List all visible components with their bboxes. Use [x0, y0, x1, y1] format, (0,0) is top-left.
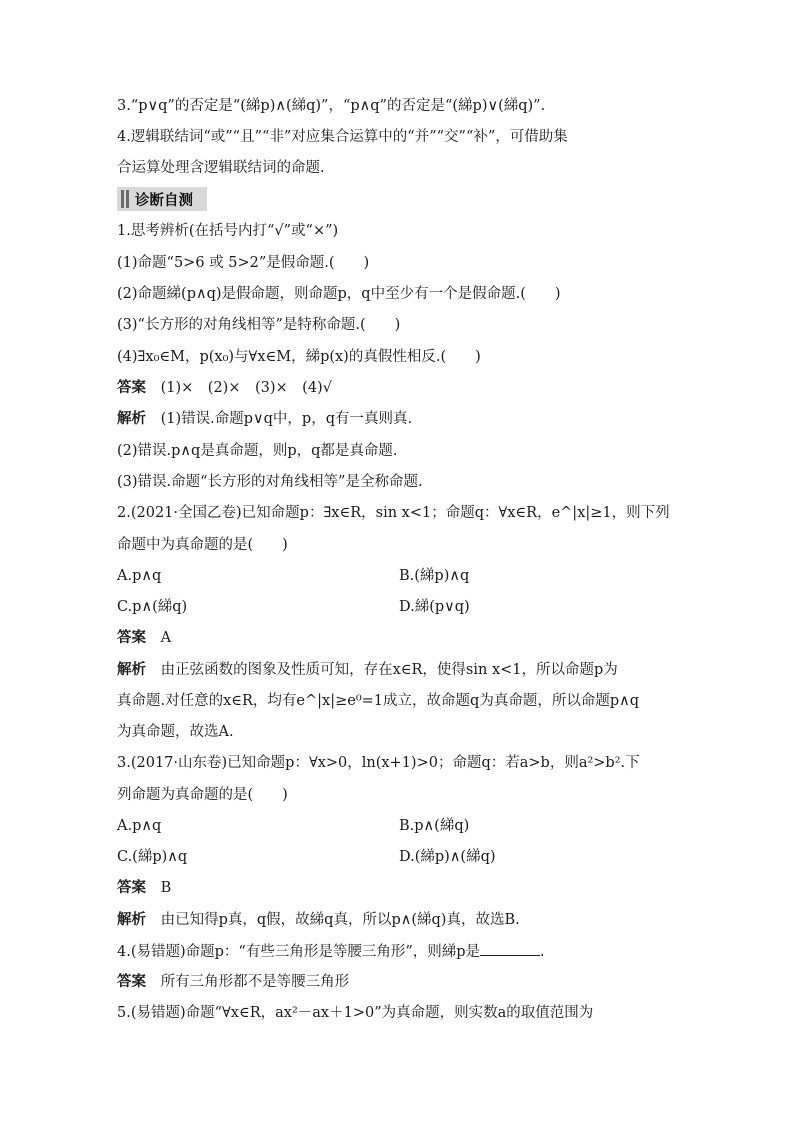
q2-options-ab [117, 566, 682, 588]
q4-blank [480, 941, 540, 956]
q3-option-c: C.(綈p)∧q [117, 849, 188, 865]
q2-analysis-1 [117, 660, 682, 682]
q2-option-d: D.綈(p∨q) [399, 599, 470, 615]
q3-stem-1: 3.(2017·山东卷)已知命题p：∀x>0，ln(x+1)>0；命题q：若a>b，则a²>b².下 [117, 755, 640, 771]
q1-item-2: (2)命题綈(p∧q)是假命题，则命题p，q中至少有一个是假命题.( ) [117, 286, 561, 302]
q3-options-cd [117, 847, 682, 869]
intro-point-4-cont: 合运算处理含逻辑联结词的命题. [117, 160, 325, 176]
q4-stem-end: . [540, 944, 545, 960]
q2-stem-1: 2.(2021·全国乙卷)已知命题p：∃x∈R，sin x<1；命题q：∀x∈R，e^|x|≥1，则下列 [117, 505, 670, 521]
answer-text: 所有三角形都不是等腰三角形 [160, 974, 350, 990]
q2-analysis-3: 为真命题，故选A. [117, 724, 234, 740]
q2-stem-2: 命题中为真命题的是( ) [117, 537, 288, 553]
q2-option-c: C.p∧(綈q) [117, 599, 188, 615]
answer-label: 答案 [117, 974, 146, 990]
q4-answer [117, 972, 682, 994]
q5-stem: 5.(易错题)命题“∀x∈R，ax²－ax＋1>0”为真命题，则实数a的取值范围为 [117, 1005, 594, 1021]
analysis-text: 由已知得p真，q假，故綈q真，所以p∧(綈q)真，故选B. [160, 912, 520, 928]
q1-analysis-2: (2)错误.p∧q是真命题，则p，q都是真命题. [117, 443, 398, 459]
q3-options-ab [117, 816, 682, 838]
answer-label: 答案 [117, 380, 146, 396]
q3-stem-2: 列命题为真命题的是( ) [117, 787, 288, 803]
q2-options-cd [117, 597, 682, 619]
analysis-label: 解析 [117, 912, 146, 928]
q3-answer [117, 878, 682, 900]
section-title: 诊断自测 [135, 192, 193, 209]
intro-point-3: 3.“p∨q”的否定是“(綈p)∧(綈q)”，“p∧q”的否定是“(綈p)∨(綈q)”. [117, 98, 546, 114]
answer-text: B [160, 880, 172, 896]
analysis-text: 由正弦函数的图象及性质可知，存在x∈R，使得sin x<1，所以命题p为 [160, 662, 618, 678]
q2-analysis-2: 真命题.对任意的x∈R，均有e^|x|≥e⁰=1成立，故命题q为真命题，所以命题p∧q [117, 693, 639, 709]
q4-stem [117, 941, 682, 963]
q1-item-3: (3)“长方形的对角线相等”是特称命题.( ) [117, 317, 401, 333]
q1-item-1: (1)命题“5>6 或 5>2”是假命题.( ) [117, 255, 370, 271]
analysis-label: 解析 [117, 662, 146, 678]
q2-option-a: A.p∧q [117, 568, 162, 584]
q3-analysis [117, 910, 682, 932]
section-bars-icon [121, 190, 129, 208]
q1-answer [117, 378, 682, 400]
q3-option-a: A.p∧q [117, 818, 162, 834]
q1-stem: 1.思考辨析(在括号内打“√”或“×”) [117, 223, 339, 239]
analysis-text: (1)错误.命题p∨q中，p，q有一真则真. [160, 411, 413, 427]
answer-label: 答案 [117, 630, 146, 646]
answer-text: (1)× (2)× (3)× (4)√ [160, 380, 332, 396]
q1-analysis-3: (3)错误.命题“长方形的对角线相等”是全称命题. [117, 474, 423, 490]
q4-stem-text: 4.(易错题)命题p：“有些三角形是等腰三角形”，则綈p是 [117, 944, 481, 960]
analysis-label: 解析 [117, 411, 146, 427]
answer-text: A [160, 630, 172, 646]
q2-option-b: B.(綈p)∧q [399, 568, 470, 584]
answer-label: 答案 [117, 880, 146, 896]
q3-option-b: B.p∧(綈q) [399, 818, 470, 834]
q3-option-d: D.(綈p)∧(綈q) [399, 849, 496, 865]
q2-answer [117, 628, 682, 650]
q1-item-4: (4)∃x₀∈M，p(x₀)与∀x∈M，綈p(x)的真假性相反.( ) [117, 349, 481, 365]
intro-point-4: 4.逻辑联结词“或”“且”“非”对应集合运算中的“并”“交”“补”，可借助集 [117, 129, 568, 145]
q1-analysis-1 [117, 409, 682, 431]
section-header [117, 187, 207, 211]
